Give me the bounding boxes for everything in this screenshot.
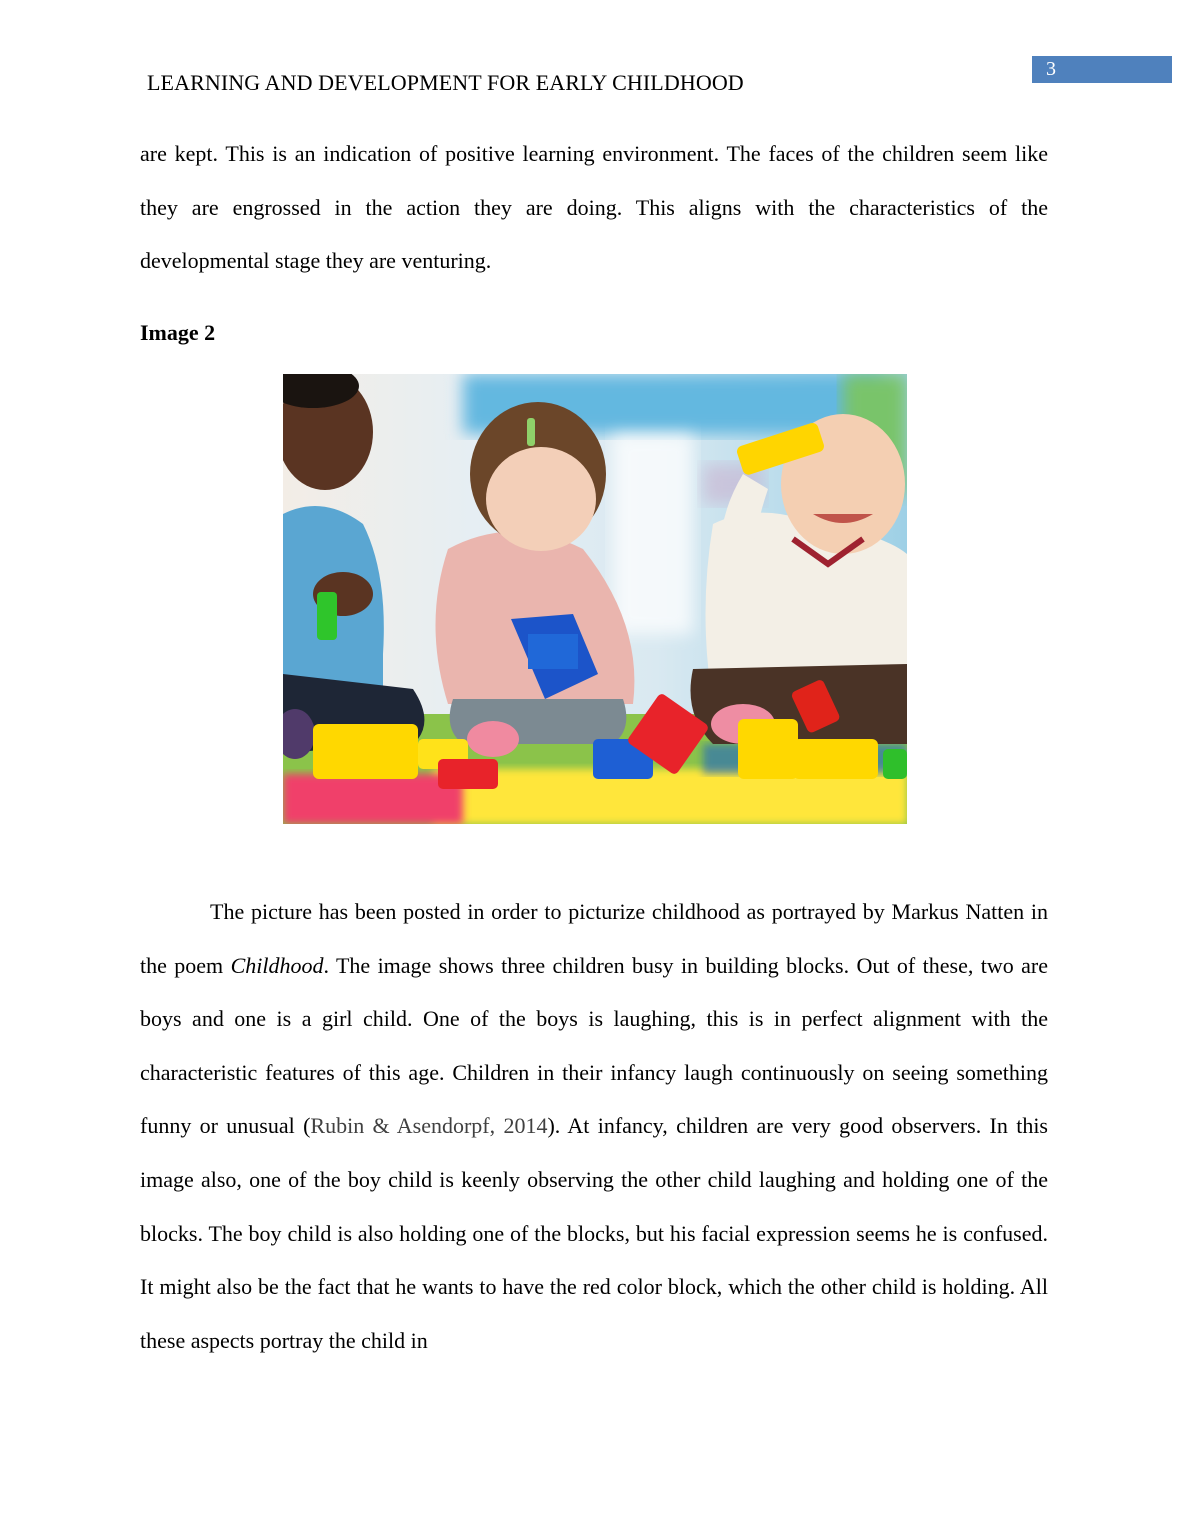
page-number: 3 — [1032, 56, 1172, 83]
analysis-text-3: ). At infancy, children are very good observers. In this image also, one of the boy child is keenly observing the other child laughing and holding one of the blocks. The boy child is also holding one of the blocks, but his facial expression seems he is confused. It might also be the fact that he wants to have the red color block, which the other child is holding. All these aspects portray the child in — [140, 1113, 1048, 1353]
image-heading: Image 2 — [140, 320, 216, 345]
citation: Rubin & Asendorpf, 2014 — [310, 1113, 548, 1139]
running-head: LEARNING AND DEVELOPMENT FOR EARLY CHILDHOOD — [147, 70, 744, 95]
paragraph-analysis — [140, 885, 1048, 1367]
children-playing-photo — [283, 374, 907, 824]
analysis-text-1: The picture has been posted in order to picturize childhood as portrayed by Markus Natten in the poem — [140, 899, 1048, 978]
poem-title: Childhood — [230, 952, 324, 978]
paragraph-intro: are kept. This is an indication of positive learning environment. The faces of the children seem like they are engrossed in the action they are doing. This aligns with the characteristics of the developmental stage they are venturing. — [140, 141, 1048, 274]
analysis-text-2: . The image shows three children busy in building blocks. Out of these, two are boys and one is a girl child. One of the boys is laughing, this is in perfect alignment with the characteristic features of this age. Children in their infancy laugh continuously on seeing something funny or unusual ( — [140, 952, 1048, 1139]
